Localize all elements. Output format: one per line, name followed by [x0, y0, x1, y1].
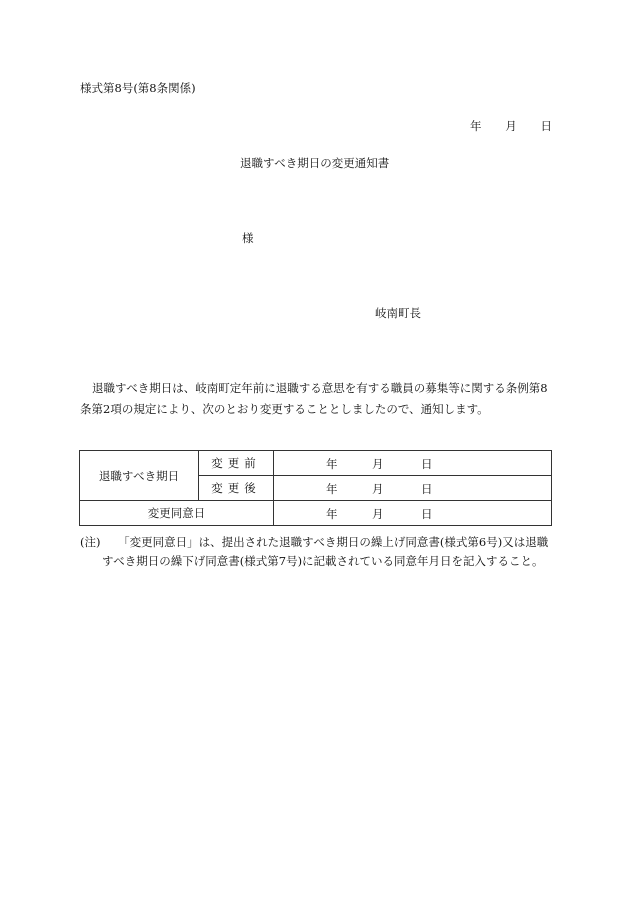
- before-change-date-cell: [274, 451, 552, 476]
- date-year-label: 年: [470, 119, 482, 133]
- after-change-label: 変更後: [199, 476, 274, 501]
- month-label: 月: [372, 482, 384, 496]
- note-line-1: [80, 532, 548, 553]
- agreement-date-cell: [274, 501, 552, 526]
- recipient-suffix: 様: [242, 231, 254, 245]
- day-label: 日: [421, 507, 433, 521]
- note-prefix: (注): [80, 535, 101, 549]
- document-date-line: [470, 118, 552, 134]
- after-change-date-cell: [274, 476, 552, 501]
- form-number-label: 様式第8号(第8条関係): [80, 81, 196, 95]
- year-label: 年: [326, 482, 338, 496]
- date-day-label: 日: [540, 119, 552, 133]
- year-label: 年: [326, 457, 338, 471]
- document-title: 退職すべき期日の変更通知書: [240, 156, 390, 170]
- table-row-before: [80, 451, 552, 476]
- change-table: [79, 450, 552, 526]
- issuer-name: 岐南町長: [375, 306, 421, 320]
- table-row-agreement: [80, 501, 552, 526]
- date-month-label: 月: [505, 119, 517, 133]
- month-label: 月: [372, 457, 384, 471]
- retirement-date-label: 退職すべき期日: [80, 451, 199, 501]
- body-paragraph: 退職すべき期日は、岐南町定年前に退職する意思を有する職員の募集等に関する条例第8条第2項の規定により、次のとおり変更することとしましたので、通知します。: [80, 381, 548, 416]
- year-label: 年: [326, 507, 338, 521]
- note-line-2: すべき期日の繰下げ同意書(様式第7号)に記載されている同意年月日を記入すること。: [102, 554, 544, 568]
- day-label: 日: [421, 482, 433, 496]
- day-label: 日: [421, 457, 433, 471]
- before-change-label: 変更前: [199, 451, 274, 476]
- note-text-1: 「変更同意日」は、提出された退職すべき期日の繰上げ同意書(様式第6号)又は退職: [118, 535, 549, 549]
- agreement-date-label: 変更同意日: [80, 501, 274, 526]
- month-label: 月: [372, 507, 384, 521]
